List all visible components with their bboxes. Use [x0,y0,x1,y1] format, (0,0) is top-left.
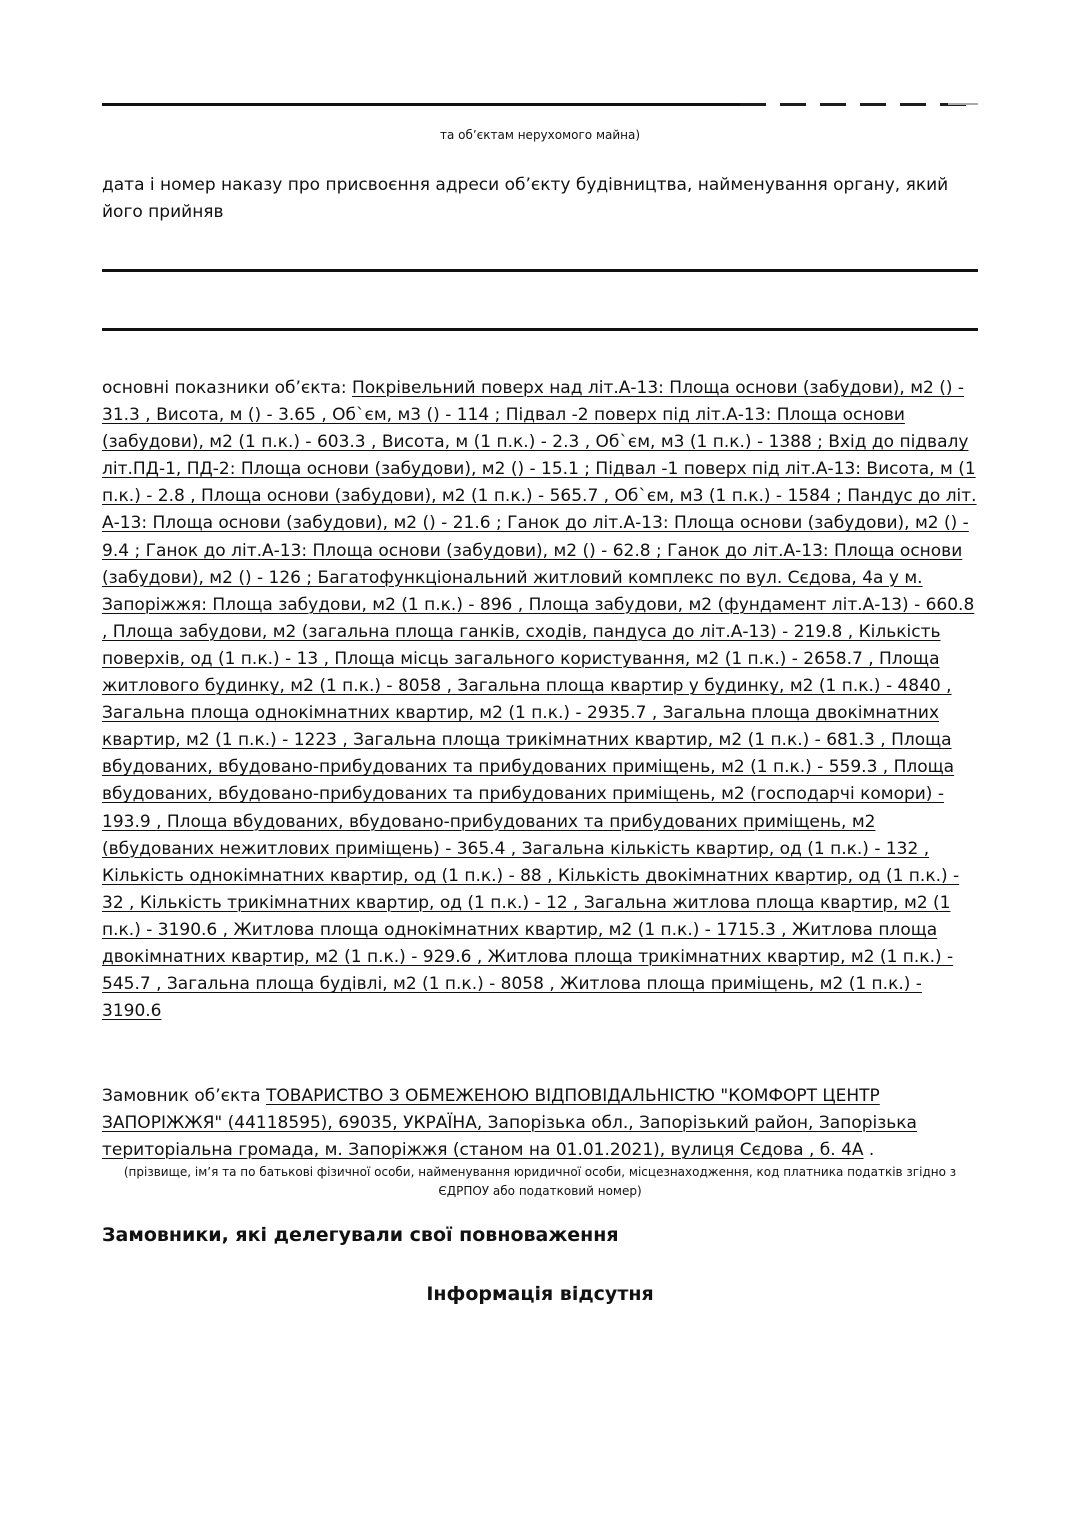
customer-suffix: . [863,1140,875,1160]
order-value-line-1 [102,269,978,272]
order-field-label: дата і номер наказу про присвоєння адреси об’єкту будівництва, найменування органу, який його прийняв [102,175,949,222]
top-divider-solid [102,103,740,106]
customer-caption: (прізвище, ім’я та по батькові фізичної особи, найменування юридичної особи, місцезнаходження, код платника податків згідно з ЄДРПОУ або податковий номер) [123,1165,957,1198]
indicators-value: Покрівельний поверх над літ.А-13: Площа основи (забудови), м2 () - 31.3 , Висота, м () - 3.65 , Об`єм, м3 () - 114 ; Підвал -2 поверх під літ.А-13: Площа основи (забудови), м2 (1 п.к.) - 603.3 , Висота, м (1 п.к.) - 2.3 , Об`єм, м3 (1 п.к.) - 1388 ; Вхід до підвалу літ.ПД-1, ПД-2: Площа основи (забудови), м2 () - 15.1 ; Підвал -1 поверх під літ.А-13: Висота, м (1 п.к.) - 2.8 , Площа основи (забудови), м2 (1 п.к.) - 565.7 , Об`єм, м3 (1 п.к.) - 1584 ; Пандус до літ. А-13: Площа основи (забудови), м2 () - 21.6 ; Ганок до літ.А-13: Площа основи (забудови), м2 () - 9.4 ; Ганок до літ.А-13: Площа основи (забудови), м2 () - 62.8 ; Ганок до літ.А-13: Площа основи (забудови), м2 () - 126 ; Багатофункціональний житловий комплекс по вул. Сєдова, 4а у м. Запоріжжя: Площа забудови, м2 (1 п.к.) - 896 , Площа забудови, м2 (фундамент літ.А-13) - 660.8 , Площа забудови, м2 (загальна площа ганків, сходів, пандуса до літ.А-13) - 219.8 , Кількість поверхів, од (1 п.к.) - 13 , Площа місць загального користування, м2 (1 п.к.) - 2658.7 , Площа житлового будинку, м2 (1 п.к.) - 8058 , Загальна площа квартир у будинку, м2 (1 п.к.) - 4840 , Загальна площа однокімнатних квартир, м2 (1 п.к.) - 2935.7 , Загальна площа двокімнатних квартир, м2 (1 п.к.) - 1223 , Загальна площа трикімнатних квартир, м2 (1 п.к.) - 681.3 , Площа вбудованих, вбудовано-прибудованих та прибудованих приміщень, м2 (1 п.к.) - 559.3 , Площа вбудованих, вбудовано-прибудованих та прибудованих приміщень, м2 (господарчі комори) - 193.9 , Площа вбудованих, вбудовано-прибудованих та прибудованих приміщень, м2 (вбудованих нежитлових приміщень) - 365.4 , Загальна кількість квартир, од (1 п.к.) - 132 , Кількість однокімнатних квартир, од (1 п.к.) - 88 , Кількість двокімнатних квартир, од (1 п.к.) - 32 , Кількість трикімнатних квартир, од (1 п.к.) - 12 , Загальна житлова площа квартир, м2 (1 п.к.) - 3190.6 , Житлова площа однокімнатних квартир, м2 (1 п.к.) - 1715.3 , Житлова площа двокімнатних квартир, м2 (1 п.к.) - 929.6 , Житлова площа трикімнатних квартир, м2 (1 п.к.) - 545.7 , Загальна площа будівлі, м2 (1 п.к.) - 8058 , Житлова площа приміщень, м2 (1 п.к.) - 3190.6 [102,378,977,1022]
delegated-customers-heading: Замовники, які делегували свої повноваження [102,1224,619,1246]
order-value-line-2 [102,328,978,331]
top-divider-tail [948,103,978,105]
no-information-notice: Інформація відсутня [426,1283,654,1305]
top-divider-dashes [740,103,978,106]
top-divider [102,103,978,106]
customer-block [102,1083,978,1164]
indicators-label: основні показники об’єкта: [102,378,352,398]
object-indicators [102,375,982,1025]
customer-value: ТОВАРИСТВО З ОБМЕЖЕНОЮ ВІДПОВІДАЛЬНІСТЮ "КОМФОРТ ЦЕНТР ЗАПОРІЖЖЯ" (44118595), 69035, УКРАЇНА, Запорізька обл., Запорізький район, Запорізька територіальна громада, м. Запоріжжя (станом на 01.01.2021), вулиця Сєдова , б. 4А [102,1086,917,1160]
customer-label: Замовник об’єкта [102,1086,267,1106]
address-caption: та об’єктам нерухомого майна) [439,128,641,142]
